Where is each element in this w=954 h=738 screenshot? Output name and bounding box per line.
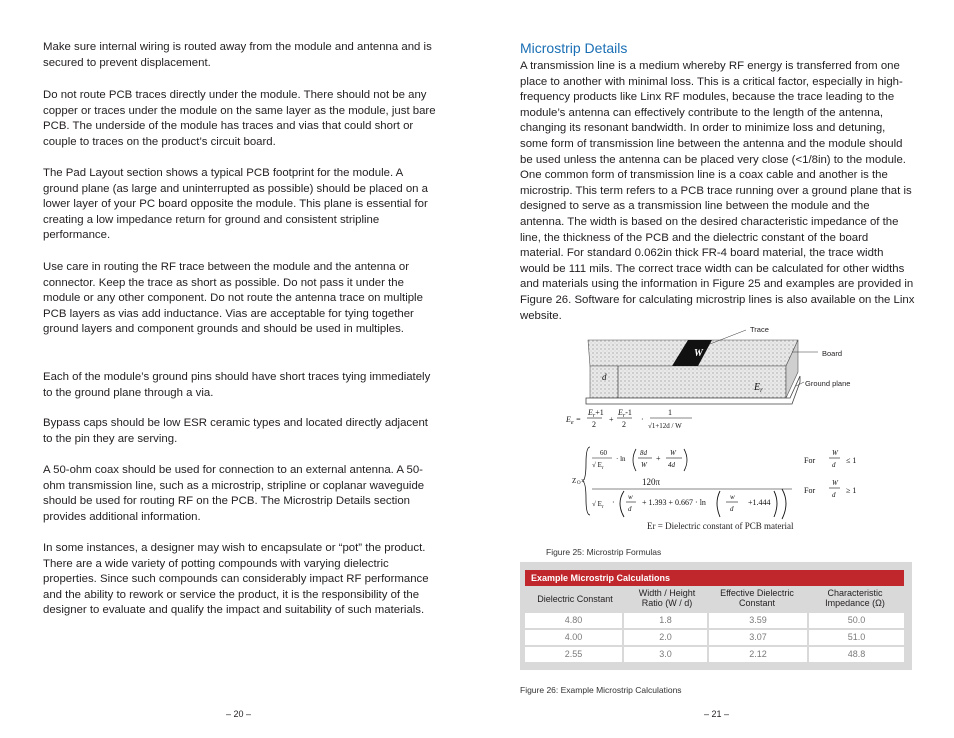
svg-text:W: W xyxy=(670,449,676,457)
paragraph-potting: In some instances, a designer may wish to encapsulate or “pot” the product. There are a wide variety of potting compounds with varying dielectric properties. Since such compounds can considerably impact RF performance and the ability to rework or service the product, it is the responsibility of the designer to evaluate and qualify the impact and suitability of such materials. xyxy=(43,542,429,617)
svg-text:For: For xyxy=(804,456,816,465)
svg-text:≤ 1: ≤ 1 xyxy=(846,456,857,465)
cell-ratio: 2.0 xyxy=(624,630,707,645)
table-row xyxy=(525,629,904,646)
cell-impedance: 50.0 xyxy=(809,613,904,628)
svg-text:w: w xyxy=(730,493,735,501)
svg-text:+: + xyxy=(609,415,614,424)
svg-text:2: 2 xyxy=(622,420,626,429)
svg-text:· ln: · ln xyxy=(616,455,626,463)
formula-effective-er xyxy=(562,404,712,436)
col-header-dielectric: Dielectric Constant xyxy=(537,594,613,604)
d-symbol: d xyxy=(602,372,607,382)
svg-text:·: · xyxy=(612,498,615,507)
cell-effective: 3.59 xyxy=(709,613,807,628)
svg-text:d: d xyxy=(832,491,836,499)
cell-ratio: 1.8 xyxy=(624,613,707,628)
cell-dielectric: 4.00 xyxy=(525,630,622,645)
table-row xyxy=(525,612,904,629)
cell-dielectric: 4.80 xyxy=(525,613,622,628)
paragraph-rf-trace: Use care in routing the RF trace between the module and the antenna or connector. Keep the trace as short as possible. Do not pass it under the module or any other component. Do not route the antenna trace on multiple PCB layers as vias add inductance. Vias are acceptable for tying together ground layers and component grounds and should be used in multiples. xyxy=(43,261,423,336)
microstrip-diagram xyxy=(560,320,860,410)
svg-text:d: d xyxy=(730,505,734,513)
paragraph-routing: Do not route PCB traces directly under the module. There should not be any copper or traces under the module on the same layer as the module, just bare PCB. The underside of the module has traces and vias that could short or couple to traces on the product’s circuit board. xyxy=(43,89,436,148)
svg-text:Er+1: $E_r+1$ xyxy=(588,408,604,419)
microstrip-body: A transmission line is a medium whereby RF energy is transferred from one place to another with minimal loss. This is a critical factor, especially in high-frequency products like Linx RF modules, because the trace leading to the module’s antenna can effectively contribute to the length of the antenna, changing its resonant bandwidth. In order to minimize loss and detuning, some form of transmission line between the antenna and the module should be used unless the antenna can be placed very close (<1/8in) to the module. One common form of transmission line is a coax cable and another is the microstrip. This term refers to a PCB trace running over a ground plane that is designed to serve as a transmission line between the module and the antenna. The width is based on the desired characteristic impedance of the line, the thickness of the PCB and the dielectric constant of the board material. For standard 0.062in thick FR-4 board material, the trace width would be 111 mils. The correct trace width can be calculated for other widths and materials using the information in Figure 25 and examples are provided in Figure 26. Software for calculating microstrip lines is also available on the Linx website. xyxy=(520,60,915,322)
svg-text:2: 2 xyxy=(592,420,596,429)
svg-text:W: W xyxy=(641,461,647,469)
paragraph-wiring: Make sure internal wiring is routed away from the module and antenna and is secured to prevent displacement. xyxy=(43,41,432,69)
svg-text:60: 60 xyxy=(600,449,607,457)
table-row xyxy=(525,646,904,663)
svg-text:8d: 8d xyxy=(640,449,647,457)
w-symbol: W xyxy=(694,348,703,359)
cell-effective: 3.07 xyxy=(709,630,807,645)
svg-text:1: 1 xyxy=(668,408,672,417)
svg-text:O: O xyxy=(577,481,581,486)
board-label: Board xyxy=(822,349,843,358)
section-heading: Microstrip Details xyxy=(520,40,628,56)
trace-label: Trace xyxy=(750,325,769,334)
cell-impedance: 48.8 xyxy=(809,647,904,662)
col-header-effective: Effective Dielectric Constant xyxy=(720,588,794,608)
cell-effective: 2.12 xyxy=(709,647,807,662)
paragraph-bypass-caps: Bypass caps should be low ESR ceramic types and located directly adjacent to the pin they are serving. xyxy=(43,417,428,445)
svg-text:Z: Z xyxy=(572,477,577,485)
paragraph-coax: A 50-ohm coax should be used for connection to an external antenna. A 50-ohm transmission line, such as a microstrip, stripline or coplanar waveguide should be used for routing RF on the PCB. The Microstrip Details section provides additional information. xyxy=(43,464,425,523)
dielectric-note: Er = Dielectric constant of PCB material xyxy=(647,521,794,531)
svg-text:√ Er: √ $E_r$ xyxy=(592,461,604,471)
calc-table-title: Example Microstrip Calculations xyxy=(525,570,904,586)
cell-ratio: 3.0 xyxy=(624,647,707,662)
paragraph-pad-layout: The Pad Layout section shows a typical PCB footprint for the module. A ground plane (as large and uninterrupted as possible) should be placed on a lower layer of your PC board opposite the module. This plane is essential for creating a low impedance return for ground and consistent stripline performance. xyxy=(43,167,429,242)
svg-text:For: For xyxy=(804,486,816,495)
paragraph-ground-pins: Each of the module’s ground pins should have short traces tying immediately to the ground plane through a via. xyxy=(43,371,431,399)
svg-text:120π: 120π xyxy=(642,477,661,487)
svg-text:W: W xyxy=(832,449,838,457)
svg-text:Er-1: $E_r-1$ xyxy=(618,408,632,419)
svg-text:4d: 4d xyxy=(668,461,675,469)
col-header-impedance: Characteristic Impedance (Ω) xyxy=(825,588,885,608)
er-symbol: $E_r$ xyxy=(754,382,763,394)
svg-text:+: + xyxy=(656,454,661,463)
figure-26-caption: Figure 26: Example Microstrip Calculations xyxy=(520,685,682,695)
svg-text:+1.444: +1.444 xyxy=(748,498,771,507)
svg-text:+ 1.393 + 0.667 · ln: + 1.393 + 0.667 · ln xyxy=(642,498,706,507)
figure-25-caption: Figure 25: Microstrip Formulas xyxy=(546,547,662,557)
ground-plane-label: Ground plane xyxy=(805,379,851,388)
svg-text:≥ 1: ≥ 1 xyxy=(846,486,857,495)
svg-text:d: d xyxy=(628,505,632,513)
cell-impedance: 51.0 xyxy=(809,630,904,645)
svg-text:√ Er: √ $E_r$ xyxy=(592,500,604,510)
svg-text:Ee =: $E_e$ = xyxy=(566,415,581,426)
cell-dielectric: 2.55 xyxy=(525,647,622,662)
svg-text:W: W xyxy=(832,479,838,487)
svg-text:√1+12d / W: √1+12d / W xyxy=(648,422,682,430)
svg-text:w: w xyxy=(628,493,633,501)
svg-text:d: d xyxy=(832,461,836,469)
svg-text:=: = xyxy=(581,477,585,485)
page-number-right: – 21 – xyxy=(704,709,730,719)
svg-text:·: · xyxy=(641,415,644,424)
page-number-left: – 20 – xyxy=(226,709,252,719)
col-header-ratio: Width / Height Ratio (W / d) xyxy=(638,588,696,608)
